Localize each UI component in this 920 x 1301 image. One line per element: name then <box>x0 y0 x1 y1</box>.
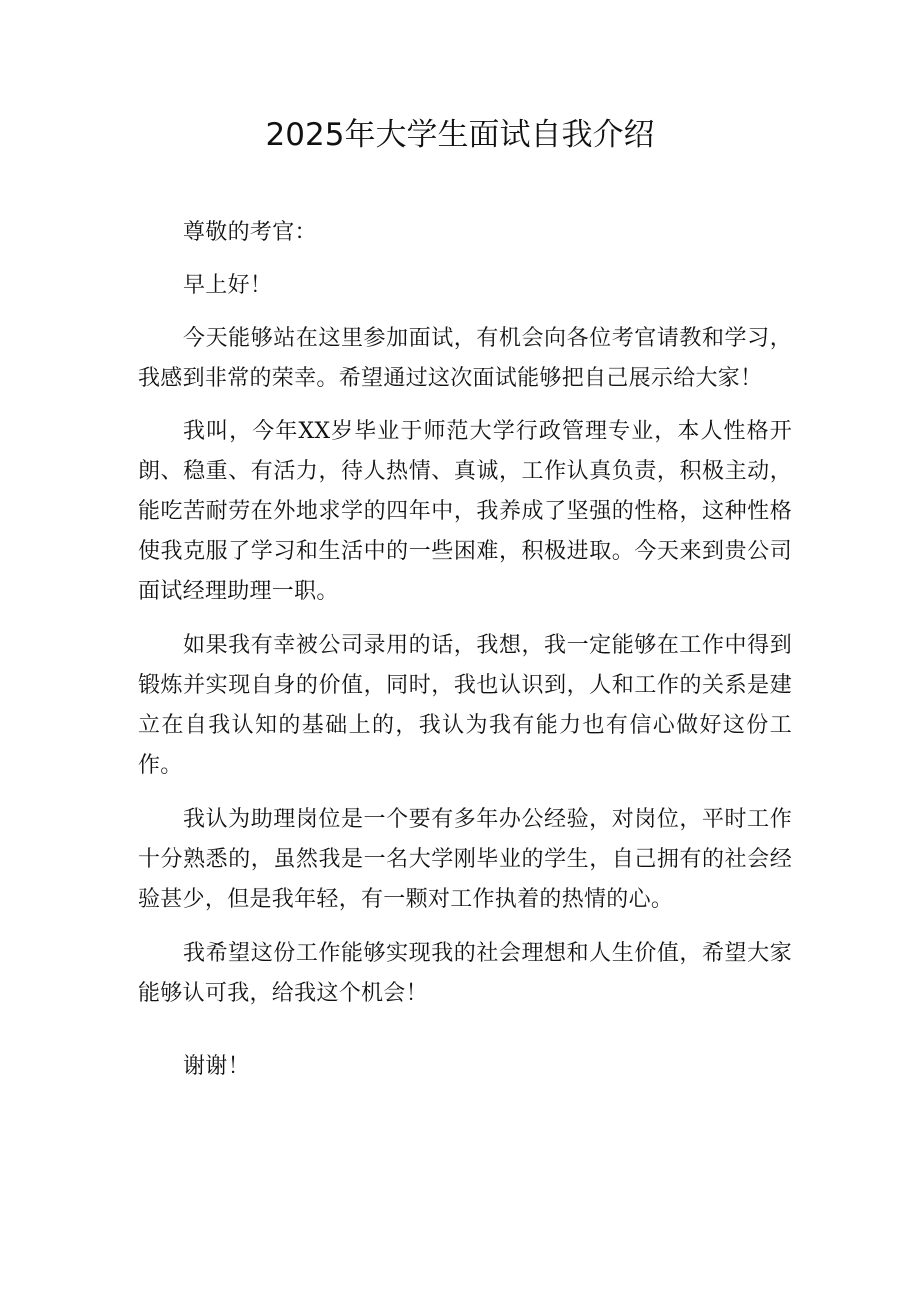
paragraph-background: 我叫，今年XX岁毕业于师范大学行政管理专业，本人性格开朗、稳重、有活力，待人热情、真诚，工作认真负责，积极主动，能吃苦耐劳在外地求学的四年中，我养成了坚强的性格，这种性格使我克服了学习和生活中的一些困难，积极进取。今天来到贵公司面试经理助理一职。 <box>138 419 792 604</box>
paragraph-intro: 今天能够站在这里参加面试，有机会向各位考官请教和学习，我感到非常的荣幸。希望通过这次面试能够把自己展示给大家！ <box>138 326 792 391</box>
paragraph-expectation: 如果我有幸被公司录用的话，我想，我一定能够在工作中得到锻炼并实现自身的价值，同时，我也认识到，人和工作的关系是建立在自我认知的基础上的，我认为我有能力也有信心做好这份工作。 <box>138 633 792 778</box>
document-body <box>138 213 792 1087</box>
paragraph-hope: 我希望这份工作能够实现我的社会理想和人生价值，希望大家能够认可我，给我这个机会！ <box>138 941 792 1006</box>
paragraph-position: 我认为助理岗位是一个要有多年办公经验，对岗位，平时工作十分熟悉的，虽然我是一名大学刚毕业的学生，自己拥有的社会经验甚少，但是我年轻，有一颗对工作执着的热情的心。 <box>138 807 792 912</box>
salutation: 尊敬的考官： <box>183 220 317 245</box>
document-title: 2025年大学生面试自我介绍 <box>265 117 655 153</box>
closing: 谢谢！ <box>183 1054 250 1079</box>
greeting: 早上好！ <box>183 273 273 298</box>
